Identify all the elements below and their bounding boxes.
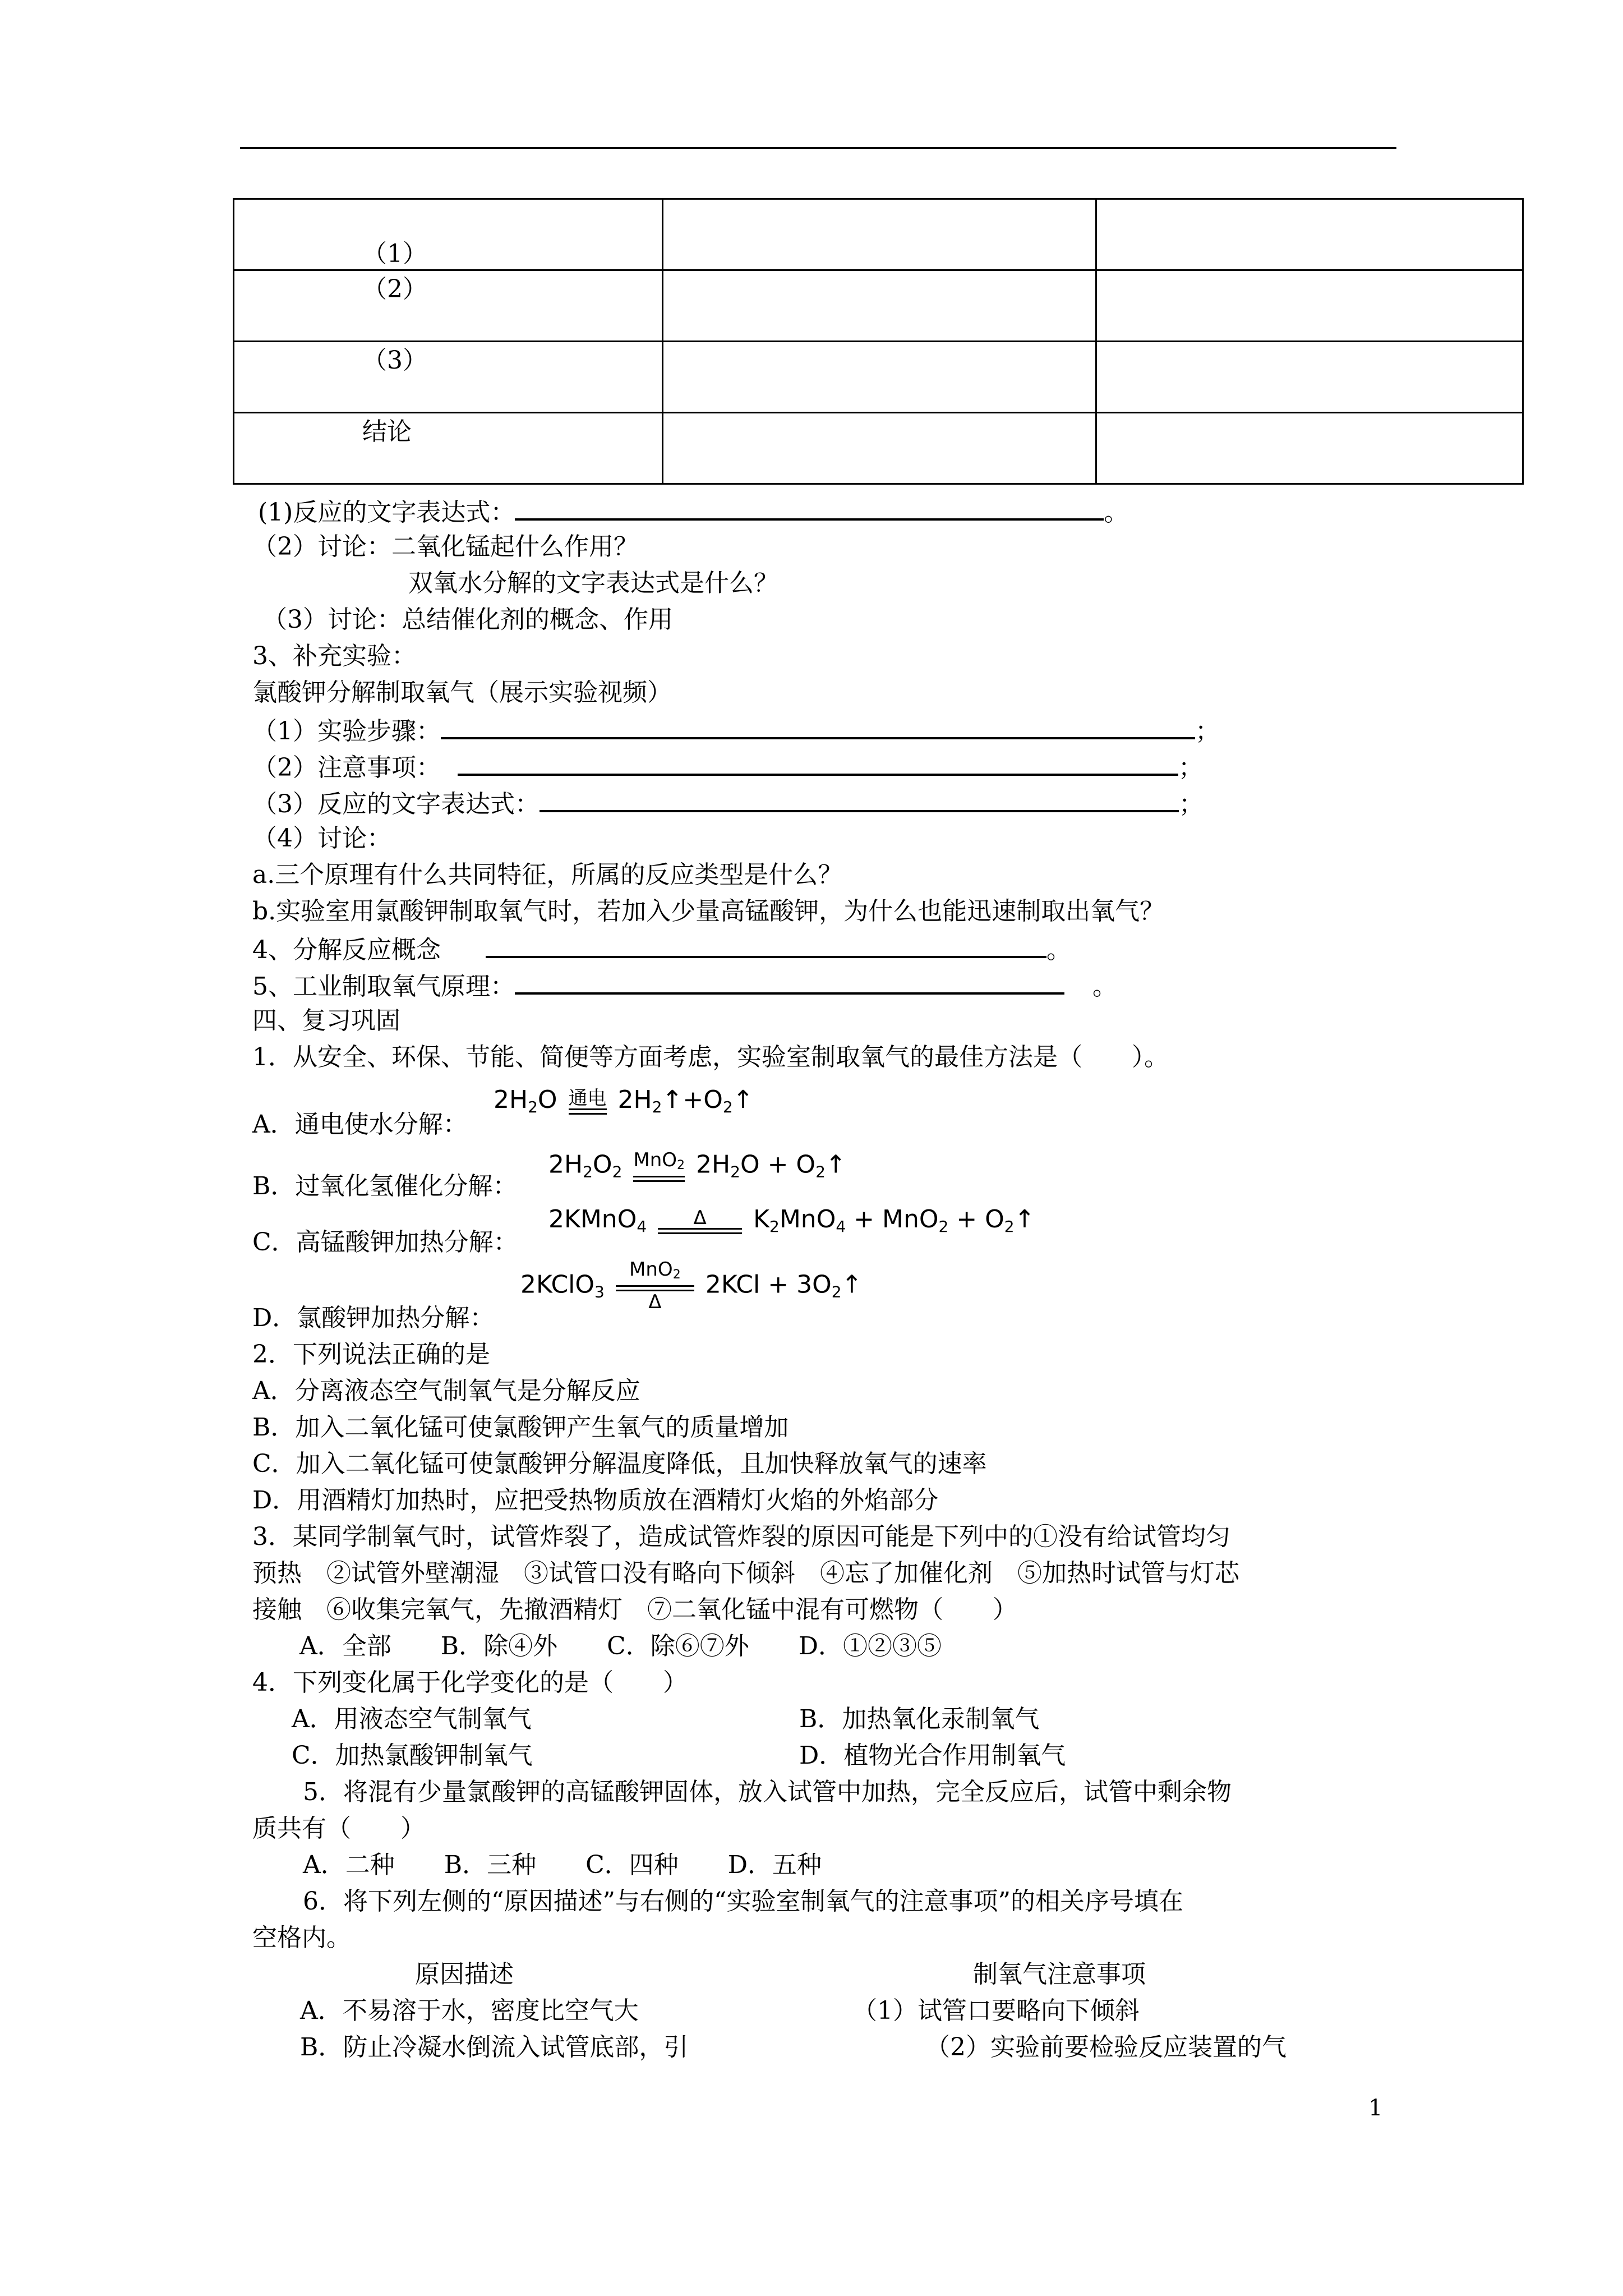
question-text: （2）注意事项： [252, 753, 441, 782]
table-cell [234, 342, 663, 413]
row-label: （1） [362, 240, 427, 268]
experiment-table [233, 198, 1524, 485]
table-cell [1096, 270, 1523, 342]
question-a: a.三个原理有什么共同特征，所属的反应类型是什么？ [252, 861, 843, 889]
punctuation: 。 [1046, 936, 1071, 964]
table-cell [234, 413, 663, 484]
answer-blank[interactable] [486, 931, 1046, 958]
section-heading: 3、补充实验： [252, 642, 416, 670]
question-2-option-d: D．用酒精灯加热时，应把受热物质放在酒精灯火焰的外焰部分 [252, 1486, 939, 1515]
question-2-option-b: B．加入二氧化锰可使氯酸钾产生氧气的质量增加 [252, 1413, 789, 1442]
table-cell [1096, 413, 1523, 484]
concept-line [252, 931, 1071, 967]
reaction-condition: Δ [648, 1291, 662, 1313]
row-label: 结论 [362, 417, 412, 446]
question-5-options: A．二种 B．三种 C．四种 D．五种 [303, 1851, 822, 1879]
discussion-line: 双氧水分解的文字表达式是什么？ [408, 569, 778, 597]
table-row [234, 199, 1523, 270]
section-subheading: 氯酸钾分解制取氧气（展示实验视频） [252, 678, 672, 707]
notes-line [252, 749, 1203, 785]
question-6-line-1: 6．将下列左侧的“原因描述”与右侧的“实验室制氧气的注意事项”的相关序号填在 [303, 1887, 1183, 1916]
question-2-option-a: A．分离液态空气制氧气是分解反应 [252, 1377, 640, 1405]
punctuation: ； [1195, 717, 1220, 746]
precaution-2: （2）实验前要检验反应装置的气 [925, 2033, 1287, 2062]
equation-line [252, 785, 1204, 821]
row-label: （2） [362, 275, 427, 303]
table-cell [663, 199, 1096, 270]
equation-c: 2KMnO$_4$ Δ $K_2MnO_4 + MnO_2$ + $O_2↑$ [548, 1205, 1035, 1236]
option-d-label: D．氯酸钾加热分解： [252, 1304, 495, 1332]
right-column-heading: 制氧气注意事项 [973, 1960, 1146, 1989]
question-text: 4、分解反应概念 [252, 936, 441, 964]
reaction-condition: 通电 [568, 1087, 607, 1110]
answer-blank[interactable] [441, 712, 1195, 739]
question-4-option-b: B．加热氧化汞制氧气 [799, 1705, 1040, 1733]
left-column-heading: 原因描述 [415, 1960, 514, 1989]
question-6-line-2: 空格内。 [252, 1924, 351, 1952]
reaction-expression-line [258, 494, 1128, 530]
discussion-line: （4）讨论： [252, 824, 391, 853]
table-cell [663, 413, 1096, 484]
industry-line [252, 968, 1117, 1004]
question-5-line-2: 质共有（ ） [252, 1814, 425, 1843]
question-b: b.实验室用氯酸钾制取氧气时，若加入少量高锰酸钾，为什么也能迅速制取出氧气？ [252, 897, 1165, 926]
question-5-line-1: 5．将混有少量氯酸钾的高锰酸钾固体，放入试管中加热，完全反应后，试管中剩余物 [303, 1778, 1232, 1806]
steps-line [252, 712, 1220, 748]
answer-blank[interactable] [515, 968, 1064, 995]
question-4: 4．下列变化属于化学变化的是（ ） [252, 1668, 688, 1697]
reaction-condition: MnO [633, 1149, 677, 1171]
punctuation: 。 [1092, 972, 1117, 1001]
question-4-option-d: D．植物光合作用制氧气 [799, 1741, 1066, 1770]
punctuation: ； [1179, 790, 1204, 818]
question-2-option-c: C．加入二氧化锰可使氯酸钾分解温度降低，且加快释放氧气的速率 [252, 1450, 987, 1478]
punctuation: ； [1178, 753, 1203, 782]
question-4-option-c: C．加热氯酸钾制氧气 [292, 1741, 533, 1770]
discussion-line: （2）讨论：二氧化锰起什么作用？ [252, 532, 638, 561]
question-text: （1）实验步骤： [252, 717, 441, 746]
reason-b: B．防止冷凝水倒流入试管底部，引 [300, 2033, 689, 2062]
table-row [234, 342, 1523, 413]
punctuation: 。 [1104, 498, 1129, 527]
table-cell [234, 199, 663, 270]
question-1: 1．从安全、环保、节能、简便等方面考虑，实验室制取氧气的最佳方法是（ ）。 [252, 1043, 1169, 1071]
question-3-line-1: 3．某同学制氧气时，试管炸裂了，造成试管炸裂的原因可能是下列中的①没有给试管均匀 [252, 1522, 1230, 1551]
table-row [234, 413, 1523, 484]
table-row [234, 270, 1523, 342]
question-4-option-a: A．用液态空气制氧气 [292, 1705, 532, 1733]
table-cell [663, 270, 1096, 342]
reason-a: A．不易溶于水，密度比空气大 [300, 1996, 639, 2025]
question-text: (1)反应的文字表达式： [258, 498, 515, 527]
option-b-label: B．过氧化氢催化分解： [252, 1172, 518, 1200]
question-3-options: A．全部 B．除④外 C．除⑥⑦外 D．①②③⑤ [275, 1632, 942, 1660]
equation-a: $2H_2O$ 通电 $2H_2↑+O_2↑$ [494, 1085, 754, 1116]
answer-blank[interactable] [515, 494, 1104, 521]
question-text: 5、工业制取氧气原理： [252, 972, 515, 1001]
question-3-line-2: 预热 ②试管外壁潮湿 ③试管口没有略向下倾斜 ④忘了加催化剂 ⑤加热时试管与灯芯 [252, 1559, 1239, 1588]
option-c-label: C．高锰酸钾加热分解： [252, 1228, 518, 1257]
precaution-1: （1）试管口要略向下倾斜 [852, 1996, 1140, 2025]
question-2: 2．下列说法正确的是 [252, 1340, 490, 1369]
reaction-condition: Δ [693, 1206, 707, 1229]
table-cell [663, 342, 1096, 413]
equation-d: 2KClO$_3$ MnO$_2$ Δ $2KCl + 3O_2↑$ [520, 1258, 863, 1313]
question-text: （3）反应的文字表达式： [252, 790, 540, 818]
equation-b: $2H_2O_2$ MnO$_2$ $2H_2O$ + $O_2↑$ [548, 1149, 846, 1181]
page-number: 1 [1368, 2095, 1383, 2121]
discussion-line: （3）讨论：总结催化剂的概念、作用 [262, 605, 673, 634]
table-cell [234, 270, 663, 342]
question-3-line-3: 接触 ⑥收集完氧气，先撤酒精灯 ⑦二氧化锰中混有可燃物（ ） [252, 1595, 1017, 1624]
answer-blank[interactable] [458, 749, 1178, 776]
table-cell [1096, 199, 1523, 270]
reaction-condition: MnO [629, 1258, 673, 1281]
option-a-label: A．通电使水分解： [252, 1110, 468, 1139]
review-heading: 四、复习巩固 [252, 1006, 400, 1035]
answer-blank[interactable] [540, 785, 1179, 812]
header-rule [240, 147, 1396, 149]
row-label: （3） [362, 346, 427, 375]
table-cell [1096, 342, 1523, 413]
